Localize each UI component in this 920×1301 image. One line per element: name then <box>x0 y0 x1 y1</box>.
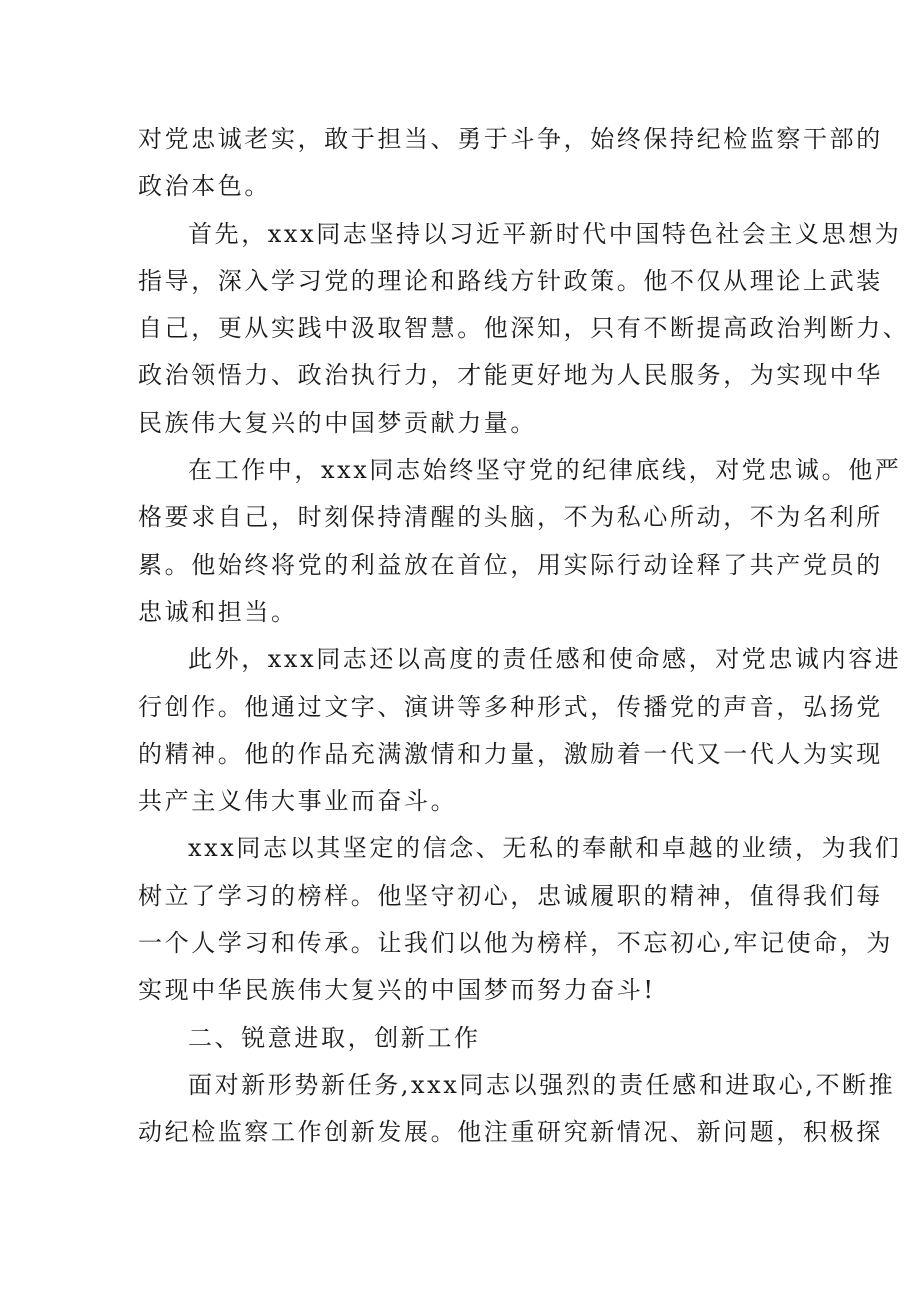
paragraph-first-line: xxx同志以其坚定的信念、无私的奉献和卓越的业绩，为我们 <box>188 834 902 863</box>
text-line: 树立了学习的榜样。他坚守初心，忠诚履职的精神，值得我们每 <box>138 881 883 910</box>
text-line: 政治领悟力、政治执行力，才能更好地为人民服务，为实现中华 <box>138 361 883 390</box>
paragraph-first-line: 此外，xxx同志还以高度的责任感和使命感，对党忠诚内容进 <box>188 645 902 674</box>
document-body <box>138 116 910 1157</box>
text-line: 实现中华民族伟大复兴的中国梦而努力奋斗! <box>138 976 656 1005</box>
paragraph-first-line: 首先，xxx同志坚持以习近平新时代中国特色社会主义思想为 <box>188 219 902 248</box>
text-line: 的精神。他的作品充满激情和力量，激励着一代又一代人为实现 <box>138 739 883 768</box>
paragraph-first-line: 面对新形势新任务,xxx同志以强烈的责任感和进取心,不断推 <box>188 1070 896 1099</box>
paragraph-first-line: 在工作中，xxx同志始终坚守党的纪律底线，对党忠诚。他严 <box>188 456 902 485</box>
text-line: 自己，更从实践中汲取智慧。他深知，只有不断提高政治判断力、 <box>138 314 910 343</box>
text-line: 政治本色。 <box>138 172 271 201</box>
text-line: 共产主义伟大事业而奋斗。 <box>138 787 458 816</box>
text-line: 累。他始终将党的利益放在首位，用实际行动诠释了共产党员的 <box>138 550 883 579</box>
text-line: 行创作。他通过文字、演讲等多种形式，传播党的声音，弘扬党 <box>138 692 883 721</box>
text-line: 一个人学习和传承。让我们以他为榜样，不忘初心,牢记使命，为 <box>138 929 894 958</box>
text-line: 对党忠诚老实，敢于担当、勇于斗争，始终保持纪检监察干部的 <box>138 125 883 153</box>
text-line: 格要求自己，时刻保持清醒的头脑，不为私心所动，不为名利所 <box>138 503 883 532</box>
text-line: 民族伟大复兴的中国梦贡献力量。 <box>138 408 537 437</box>
text-line: 忠诚和担当。 <box>138 597 298 626</box>
section-heading: 二、锐意进取，创新工作 <box>188 1023 481 1052</box>
text-line: 动纪检监察工作创新发展。他注重研究新情况、新问题，积极探 <box>138 1118 883 1147</box>
text-line: 指导，深入学习党的理论和路线方针政策。他不仅从理论上武装 <box>138 266 883 295</box>
